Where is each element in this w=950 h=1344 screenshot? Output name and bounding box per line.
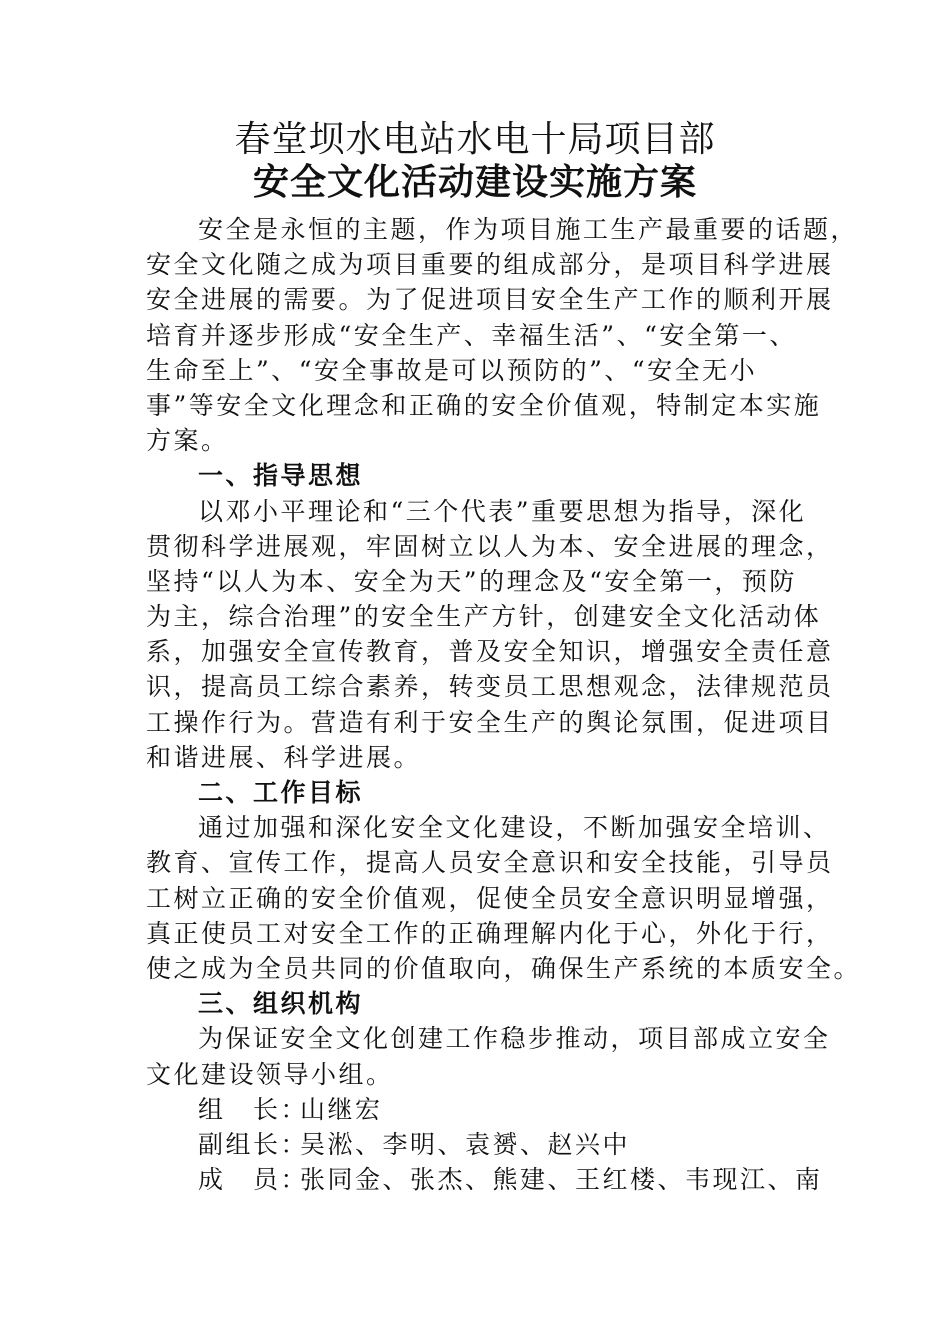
section-heading-work-goals: 二、工作目标 [198, 778, 364, 807]
member-label: 成 员： [198, 1165, 309, 1195]
section1-line: 系，加强安全宣传教育，普及安全知识，增强安全责任意 [146, 637, 834, 667]
document-title-line2: 安全文化活动建设实施方案 [252, 161, 697, 203]
member-label: 副组长： [198, 1129, 309, 1159]
section2-line: 工树立正确的安全价值观，促使全员安全意识明显增强， [146, 883, 834, 913]
member-label: 组 长： [198, 1094, 309, 1124]
member-row-leader [146, 1092, 816, 1127]
intro-line: 安全进展的需要。为了促进项目安全生产工作的顺利开展 [146, 285, 834, 315]
section1-line: 坚持“以人为本、安全为天”的理念及“安全第一，预防 [146, 566, 797, 596]
section2-line: 使之成为全员共同的价值取向，确保生产系统的本质安全。 [146, 953, 862, 983]
intro-line: 培育并逐步形成“安全生产、幸福生活”、“安全第一、 [146, 320, 797, 350]
member-value: 张同金、张杰、熊建、王红楼、韦现江、南 [300, 1165, 823, 1195]
section1-line: 工操作行为。营造有利于安全生产的舆论氛围，促进项目 [146, 707, 834, 737]
section2-line: 通过加强和深化安全文化建设，不断加强安全培训、 [198, 813, 831, 843]
section1-line: 贯彻科学进展观，牢固树立以人为本、安全进展的理念， [146, 531, 834, 561]
member-value: 山继宏 [300, 1094, 383, 1124]
document-title-line1: 春堂坝水电站水电十局项目部 [234, 119, 716, 160]
intro-line: 安全文化随之成为项目重要的组成部分，是项目科学进展 [146, 250, 834, 280]
member-row-members [146, 1162, 823, 1197]
section-heading-organization: 三、组织机构 [198, 989, 364, 1019]
section2-line: 真正使员工对安全工作的正确理解内化于心，外化于行， [146, 918, 834, 948]
intro-line: 生命至上”、“安全事故是可以预防的”、“安全无小 [146, 355, 758, 385]
member-row-deputy [146, 1127, 816, 1162]
document-body [146, 212, 862, 1197]
section2-line: 教育、宣传工作，提高人员安全意识和安全技能，引导员 [146, 848, 834, 878]
section1-line: 以邓小平理论和“三个代表”重要思想为指导，深化 [198, 496, 807, 526]
section-heading-guiding-thought: 一、指导思想 [198, 461, 364, 491]
section1-line: 为主，综合治理”的安全生产方针，创建安全文化活动体 [146, 602, 822, 632]
intro-line: 事”等安全文化理念和正确的安全价值观，特制定本实施 [146, 390, 822, 420]
section3-line: 为保证安全文化创建工作稳步推动，项目部成立安全 [198, 1024, 831, 1054]
intro-line: 安全是永恒的主题，作为项目施工生产最重要的话题， [198, 215, 859, 244]
intro-line: 方案。 [146, 426, 229, 456]
member-value: 吴淞、李明、袁赟、赵兴中 [300, 1129, 631, 1159]
section1-line: 识，提高员工综合素养，转变员工思想观念，法律规范员 [146, 672, 834, 702]
section3-line: 文化建设领导小组。 [146, 1059, 394, 1089]
section1-line: 和谐进展、科学进展。 [146, 742, 422, 772]
